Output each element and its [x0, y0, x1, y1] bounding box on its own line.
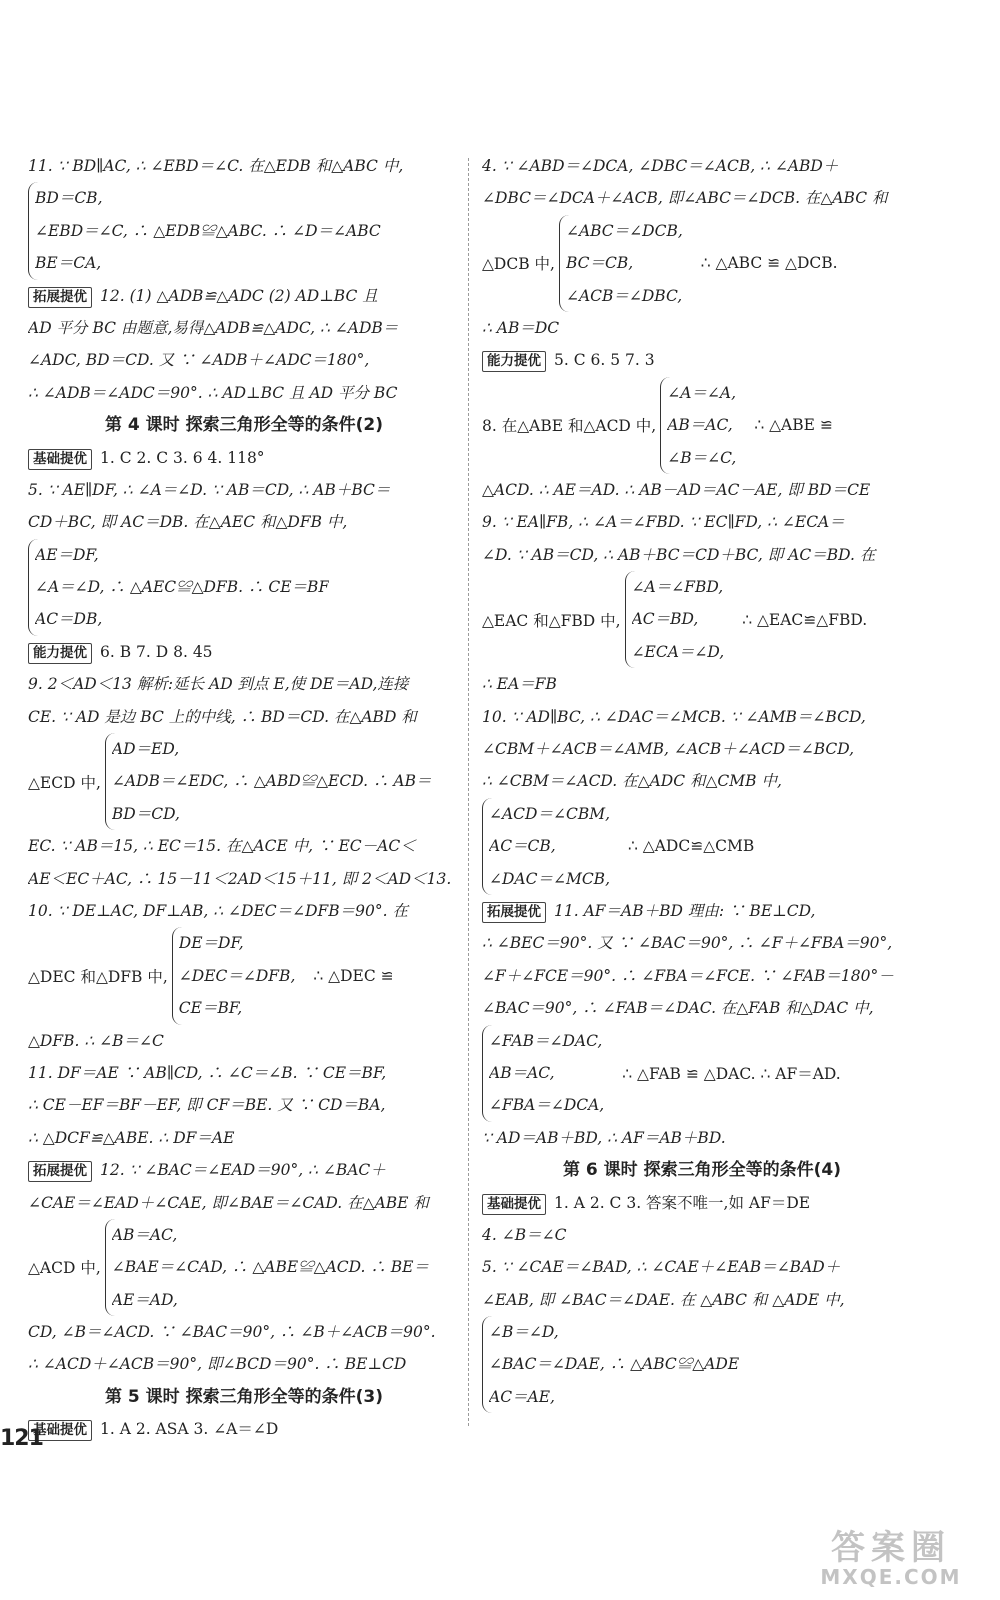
q12-line3: ∠ADC, BD＝CD. 又 ∵ ∠ADB＋∠ADC＝180°, [28, 351, 370, 370]
r-q4-system [482, 215, 922, 312]
system-line: BD＝CB, [35, 189, 103, 208]
q9-system [28, 733, 460, 830]
q9-line2: CE. ∵ AD 是边 BC 上的中线, ∴ BD＝CD. 在△ABD 和 [28, 707, 417, 726]
r-q4-line3: ∴ AB＝DC [482, 318, 560, 337]
text: 6. B 7. D 8. 45 [100, 642, 213, 661]
q12-line1 [28, 280, 460, 312]
section-tag: 拓展提优 [28, 1161, 92, 1182]
watermark-text: 答案圈 [831, 1528, 951, 1568]
brace [559, 215, 683, 312]
system-line: ∠FBA＝∠DCA, [489, 1096, 605, 1115]
column-divider [468, 158, 469, 1426]
system-line: AC＝AE, [489, 1387, 555, 1406]
r-q11-system [482, 1025, 922, 1122]
text: 12. (1) △ADB≌△ADC (2) AD⊥BC 且 [100, 286, 378, 305]
system-line: BC＝CB, [565, 254, 634, 273]
r-q4b-line: 4. ∠B＝∠C [482, 1225, 567, 1244]
r-q4-line2: ∠DBC＝∠DCA＋∠ACB, 即∠ABC＝∠DCB. 在△ABC 和 [482, 189, 888, 208]
system-line: ∠ACD＝∠CBM, [489, 804, 611, 823]
q12b-system [28, 1219, 460, 1316]
system-suffix: ∴ △FAB ≌ △DAC. ∴ AF＝AD. [622, 1065, 841, 1084]
q9-line3: EC. ∵ AB＝15, ∴ EC＝15. 在△ACE 中, ∵ EC－AC＜ [28, 837, 416, 856]
system-prefix: △ECD 中, [28, 773, 101, 792]
r-q8-line1: △ACD. ∴ AE＝AD. ∴ AB－AD＝AC－AE, 即 BD＝CE [482, 480, 871, 499]
system-suffix: ∴ △EAC≌△FBD. [742, 610, 868, 629]
r-q11-line3: ∠F＋∠FCE＝90°. ∴ ∠FBA＝∠FCE. ∵ ∠FAB＝180°－ [482, 966, 894, 985]
lesson-heading-4: 第 4 课时 探索三角形全等的条件(2) [105, 415, 383, 436]
system-line: CE＝BF, [178, 999, 243, 1018]
system-line: BD＝CD, [111, 804, 180, 823]
system-prefix: △ACD 中, [28, 1259, 101, 1278]
system-line: AD＝ED, [111, 740, 180, 759]
q5-system [28, 539, 460, 636]
lesson-heading-5: 第 5 课时 探索三角形全等的条件(3) [105, 1386, 383, 1407]
r-q8-system [482, 377, 922, 474]
system-prefix: △DCB 中, [482, 255, 555, 274]
system-line: ∠DAC＝∠MCB, [489, 869, 611, 888]
q11-line1: 11. ∵ BD∥AC, ∴ ∠EBD＝∠C. 在△EDB 和△ABC 中, [28, 157, 404, 175]
r-q10-line2: ∠CBM＋∠ACB＝∠AMB, ∠ACB＋∠ACD＝∠BCD, [482, 740, 855, 759]
brace [482, 1316, 739, 1413]
system-line: ∠A＝∠A, [667, 383, 737, 402]
system-line: ∠ABC＝∠DCB, [565, 221, 683, 240]
section-tag: 能力提优 [28, 643, 92, 664]
q12b-line4: ∴ ∠ACD＋∠ACB＝90°, 即∠BCD＝90°. ∴ BE⊥CD [28, 1355, 407, 1374]
r-q4-line1: 4. ∵ ∠ABD＝∠DCA, ∠DBC＝∠ACB, ∴ ∠ABD＋ [482, 157, 839, 175]
q11b-line2: ∴ CE－EF＝BF－EF, 即 CF＝BE. 又 ∵ CD＝BA, [28, 1096, 386, 1115]
q5-line1: 5. ∵ AE∥DF, ∴ ∠A＝∠D. ∵ AB＝CD, ∴ AB＋BC＝ [28, 480, 391, 499]
system-line: ∠B＝∠D, [489, 1323, 559, 1342]
text: 11. AF＝AB＋BD 理由: ∵ BE⊥CD, [554, 901, 816, 920]
r-q10-line3: ∴ ∠CBM＝∠ACD. 在△ADC 和△CMB 中, [482, 772, 782, 791]
brace [482, 798, 610, 895]
q11b-line1: 11. DF＝AE ∵ AB∥CD, ∴ ∠C＝∠B. ∵ CE＝BF, [28, 1063, 387, 1082]
system-line: AE＝AD, [111, 1290, 178, 1309]
system-prefix: 8. 在△ABE 和△ACD 中, [482, 417, 657, 436]
system-line: ∠EBD＝∠C, ∴ △EDB≌△ABC. ∴ ∠D＝∠ABC [35, 221, 381, 240]
q10-system [28, 927, 460, 1024]
r-q11-line2: ∴ ∠BEC＝90°. 又 ∵ ∠BAC＝90°, ∴ ∠F＋∠FBA＝90°, [482, 934, 893, 953]
q9-line4: AE＜EC＋AC, ∴ 15－11＜2AD＜15＋11, 即 2＜AD＜13. [28, 869, 452, 888]
system-suffix: ∴ △ADC≌△CMB [628, 837, 755, 856]
q10-line1: 10. ∵ DE⊥AC, DF⊥AB, ∴ ∠DEC＝∠DFB＝90°. 在 [28, 901, 408, 920]
section-tag: 基础提优 [28, 1420, 92, 1441]
text: 1. C 2. C 3. 6 4. 118° [100, 448, 265, 467]
brace [105, 733, 432, 830]
ability5-line [482, 344, 922, 376]
section-tag: 拓展提优 [28, 287, 92, 308]
r-q9-system [482, 571, 922, 668]
r-q5-system [482, 1316, 922, 1413]
system-line: ∠B＝∠C, [667, 448, 737, 467]
q9-line1: 9. 2＜AD＜13 解析:延长 AD 到点 E,使 DE＝AD,连接 [28, 675, 409, 694]
system-line: AC＝CB, [489, 837, 556, 856]
system-line: ∠ACB＝∠DBC, [565, 286, 683, 305]
brace [105, 1219, 429, 1316]
r-q11-line4: ∠BAC＝90°, ∴ ∠FAB＝∠DAC. 在△FAB 和△DAC 中, [482, 999, 874, 1018]
r-q11-line1 [482, 895, 922, 927]
system-line: AB＝AC, [667, 416, 733, 435]
brace [172, 927, 296, 1024]
section-tag: 基础提优 [482, 1194, 546, 1215]
r-q11-line5: ∵ AD＝AB＋BD, ∴ AF＝AB＋BD. [482, 1128, 726, 1147]
system-suffix: ∴ △ABC ≌ △DCB. [700, 254, 838, 273]
section-tag: 能力提优 [482, 351, 546, 372]
r-q9-line3: ∴ EA＝FB [482, 675, 557, 694]
page-number: 121 [0, 1426, 43, 1451]
system-suffix: ∴ △DEC ≌ [313, 966, 394, 985]
brace [28, 182, 381, 279]
r-q10-line1: 10. ∵ AD∥BC, ∴ ∠DAC＝∠MCB. ∵ ∠AMB＝∠BCD, [482, 707, 866, 726]
q11-system [28, 182, 460, 279]
right-column [482, 150, 922, 1413]
text: 1. A 2. ASA 3. ∠A＝∠D [100, 1420, 279, 1439]
watermark-url: MXQE.COM [820, 1565, 962, 1589]
left-column [28, 150, 460, 1446]
system-line: AB＝AC, [111, 1225, 178, 1244]
system-line: BE＝CA, [35, 254, 102, 273]
ability4-line [28, 636, 460, 668]
q12b-line1 [28, 1154, 460, 1186]
text: 5. C 6. 5 7. 3 [554, 351, 655, 370]
system-suffix: ∴ △ABE ≌ [754, 416, 833, 435]
text: 12. ∵ ∠BAC＝∠EAD＝90°, ∴ ∠BAC＋ [100, 1161, 386, 1180]
basic6-line [482, 1187, 922, 1219]
system-line: ∠ADB＝∠EDC, ∴ △ABD≌△ECD. ∴ AB＝ [111, 772, 432, 791]
r-q9-line2: ∠D. ∵ AB＝CD, ∴ AB＋BC＝CD＋BC, 即 AC＝BD. 在 [482, 545, 876, 564]
q12b-line3: CD, ∠B＝∠ACD. ∵ ∠BAC＝90°, ∴ ∠B＋∠ACB＝90°. [28, 1323, 436, 1342]
r-q5-line2: ∠EAB, 即 ∠BAC＝∠DAE. 在 △ABC 和 △ADE 中, [482, 1290, 845, 1309]
q11b-line3: ∴ △DCF≌△ABE. ∴ DF＝AE [28, 1128, 235, 1147]
system-line: ∠ECA＝∠D, [631, 642, 725, 661]
q5-line2: CD＋BC, 即 AC＝DB. 在△AEC 和△DFB 中, [28, 513, 348, 532]
q12-line4: ∴ ∠ADB＝∠ADC＝90°. ∴ AD⊥BC 且 AD 平分 BC [28, 383, 398, 402]
r-q5-line1: 5. ∵ ∠CAE＝∠BAD, ∴ ∠CAE＋∠EAB＝∠BAD＋ [482, 1258, 841, 1277]
system-line: ∠BAC＝∠DAE, ∴ △ABC≌△ADE [489, 1355, 740, 1374]
q10-line2: △DFB. ∴ ∠B＝∠C [28, 1031, 164, 1050]
q12-line2: AD 平分 BC 由题意,易得△ADB≌△ADC, ∴ ∠ADB＝ [28, 318, 399, 337]
basic5-line [28, 1413, 460, 1445]
system-line: ∠BAE＝∠CAD, ∴ △ABE≌△ACD. ∴ BE＝ [111, 1258, 430, 1277]
system-line: ∠FAB＝∠DAC, [489, 1031, 603, 1050]
brace [660, 377, 736, 474]
system-prefix: △EAC 和△FBD 中, [482, 611, 621, 630]
brace [28, 539, 329, 636]
system-line: AC＝BD, [631, 610, 699, 629]
system-line: DE＝DF, [178, 934, 244, 953]
basic4-line [28, 442, 460, 474]
section-tag: 拓展提优 [482, 902, 546, 923]
system-line: AC＝DB, [35, 610, 103, 629]
system-line: ∠DEC＝∠DFB, [178, 966, 296, 985]
watermark-logo [806, 1520, 976, 1589]
q12b-line2: ∠CAE＝∠EAD＋∠CAE, 即∠BAE＝∠CAD. 在△ABE 和 [28, 1193, 429, 1212]
system-line: ∠A＝∠D, ∴ △AEC≌△DFB. ∴ CE＝BF [35, 578, 330, 597]
brace [482, 1025, 604, 1122]
system-line: AB＝AC, [489, 1063, 555, 1082]
r-q9-line1: 9. ∵ EA∥FB, ∴ ∠A＝∠FBD. ∵ EC∥FD, ∴ ∠ECA＝ [482, 513, 845, 532]
brace [625, 571, 725, 668]
r-q10-system [482, 798, 922, 895]
text: 1. A 2. C 3. 答案不唯一,如 AF＝DE [554, 1193, 811, 1212]
system-line: ∠A＝∠FBD, [631, 578, 724, 597]
lesson-heading-6: 第 6 课时 探索三角形全等的条件(4) [563, 1160, 841, 1181]
system-prefix: △DEC 和△DFB 中, [28, 967, 168, 986]
system-line: AE＝DF, [35, 545, 99, 564]
section-tag: 基础提优 [28, 449, 92, 470]
